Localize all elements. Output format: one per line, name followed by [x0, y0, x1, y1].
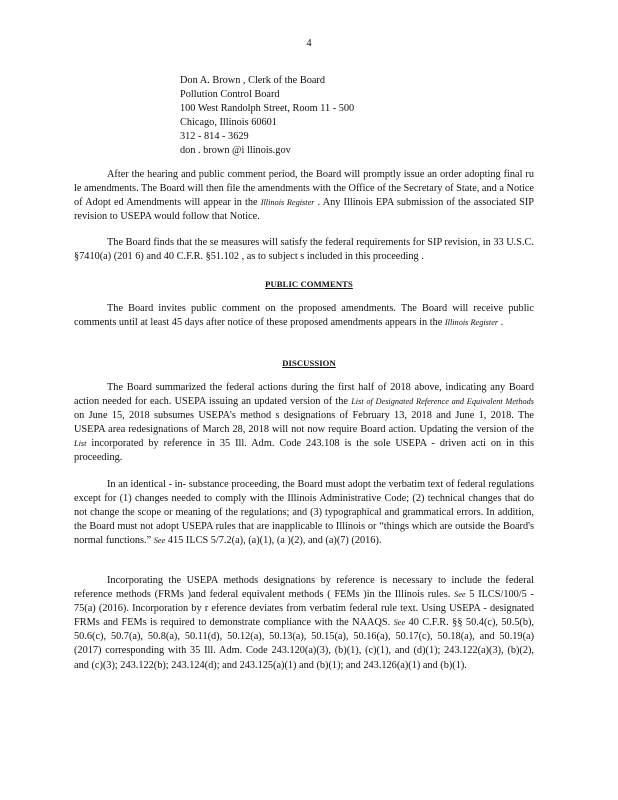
paragraph-incorporation-by-reference: Incorporating the USEPA methods designations by reference is necessary to include the federal reference methods (FRMs )and federal equivalent methods ( FEMs )in the Illinois rules. See 5 ILCS/100/5 - 75(a) (2016). Incorporation by r eference deviates from verbatim federal rule text. Using USEPA - designated FRMs and FEMs is required to demonstrate compliance with the NAAQS. See 40 C.F.R. §§ 50.4(c), 50.5(b), 50.6(c), 50.7(a), 50.8(a), 50.11(d), 50.12(a), 50.13(a), 50.15(a), 50.16(a), 50.17(c), 50.18(a), and 50.19(a) (2017) corresponding with 35 Ill. Adm. Code 243.120(a)(3), (b)(1), (c)(1), and (d)(1); 243.122(a)(3), (b)(2), and (c)(3); 243.122(b); 243.124(d); and 243.125(a)(1) and (b)(1); and 243.126(a)(1) and (b)(1). — [74, 575, 534, 671]
citation-italic: Illinois Register — [260, 198, 315, 208]
paragraph-federal-actions: The Board summarized the federal actions during the first half of 2018 above, indicating any Board action needed for each. USEPA issuing an updated version of the List of Designated Reference and Equivalent Methods on June 15, 2018 subsumes USEPA's method s designations of February 13, 2018 and June 1, 2018. The USEPA area redesignations of March 28, 2018 will not now require Board action. Updating the version of the List incorporated by reference in 35 Ill. Adm. Code 243.108 is the sole USEPA - driven acti on in this proceeding. — [74, 382, 534, 464]
paragraph-final-amendments: After the hearing and public comment period, the Board will promptly issue an order adopting final ru le amendments. The Board will then file the amendments with the Office of the Secretary of State, and a Notice of Adopt ed Amendments will appear in the Illinois Register . Any Illinois EPA submission of the associated SIP revision to USEPA would follow that Notice. — [74, 169, 534, 223]
citation-italic: See — [393, 618, 406, 628]
citation-italic: List of Designated Reference and Equivalent Methods — [351, 397, 534, 407]
address-line: 100 West Randolph Street, Room 11 - 500 — [180, 103, 355, 114]
heading-discussion: DISCUSSION — [282, 358, 336, 368]
citation-italic: See — [153, 536, 166, 546]
address-line: Chicago, Illinois 60601 — [180, 117, 277, 128]
citation-italic: Illinois Register — [444, 318, 499, 328]
address-line: Pollution Control Board — [180, 89, 280, 100]
address-line: Don A. Brown , Clerk of the Board — [180, 75, 325, 86]
paragraph-public-comment: The Board invites public comment on the proposed amendments. The Board will receive public comments until at least 45 days after notice of these proposed amendments appears in the Illinois Register . — [74, 303, 534, 329]
citation-italic: See — [454, 590, 466, 600]
paragraph-identical-in-substance: In an identical - in- substance proceeding, the Board must adopt the verbatim text of federal regulations except for (1) changes needed to comply with the Illinois Administrative Code; (2) technical changes that do not change the scope or meaning of the regulations; and (3) typographical and grammatical errors. In addition, the Board must not adopt USEPA rules that are inapplicable to Illinois or “things which are outside the Board's normal functions.” See 415 ILCS 5/7.2(a), (a)(1), (a )(2), and (a)(7) (2016). — [74, 479, 534, 547]
heading-public-comments: PUBLIC COMMENTS — [265, 279, 353, 289]
address-block — [180, 74, 354, 158]
address-email: don . brown @i llinois.gov — [180, 145, 291, 156]
paragraph-federal-requirements: The Board finds that the se measures will satisfy the federal requirements for SIP revision, in 33 U.S.C. §7410(a) (201 6) and 40 C.F.R. §51.102 , as to subject s included in this proceeding . — [74, 237, 534, 263]
citation-italic: List — [74, 439, 87, 449]
page-number: 4 — [306, 38, 312, 49]
address-line: 312 - 814 - 3629 — [180, 131, 249, 142]
